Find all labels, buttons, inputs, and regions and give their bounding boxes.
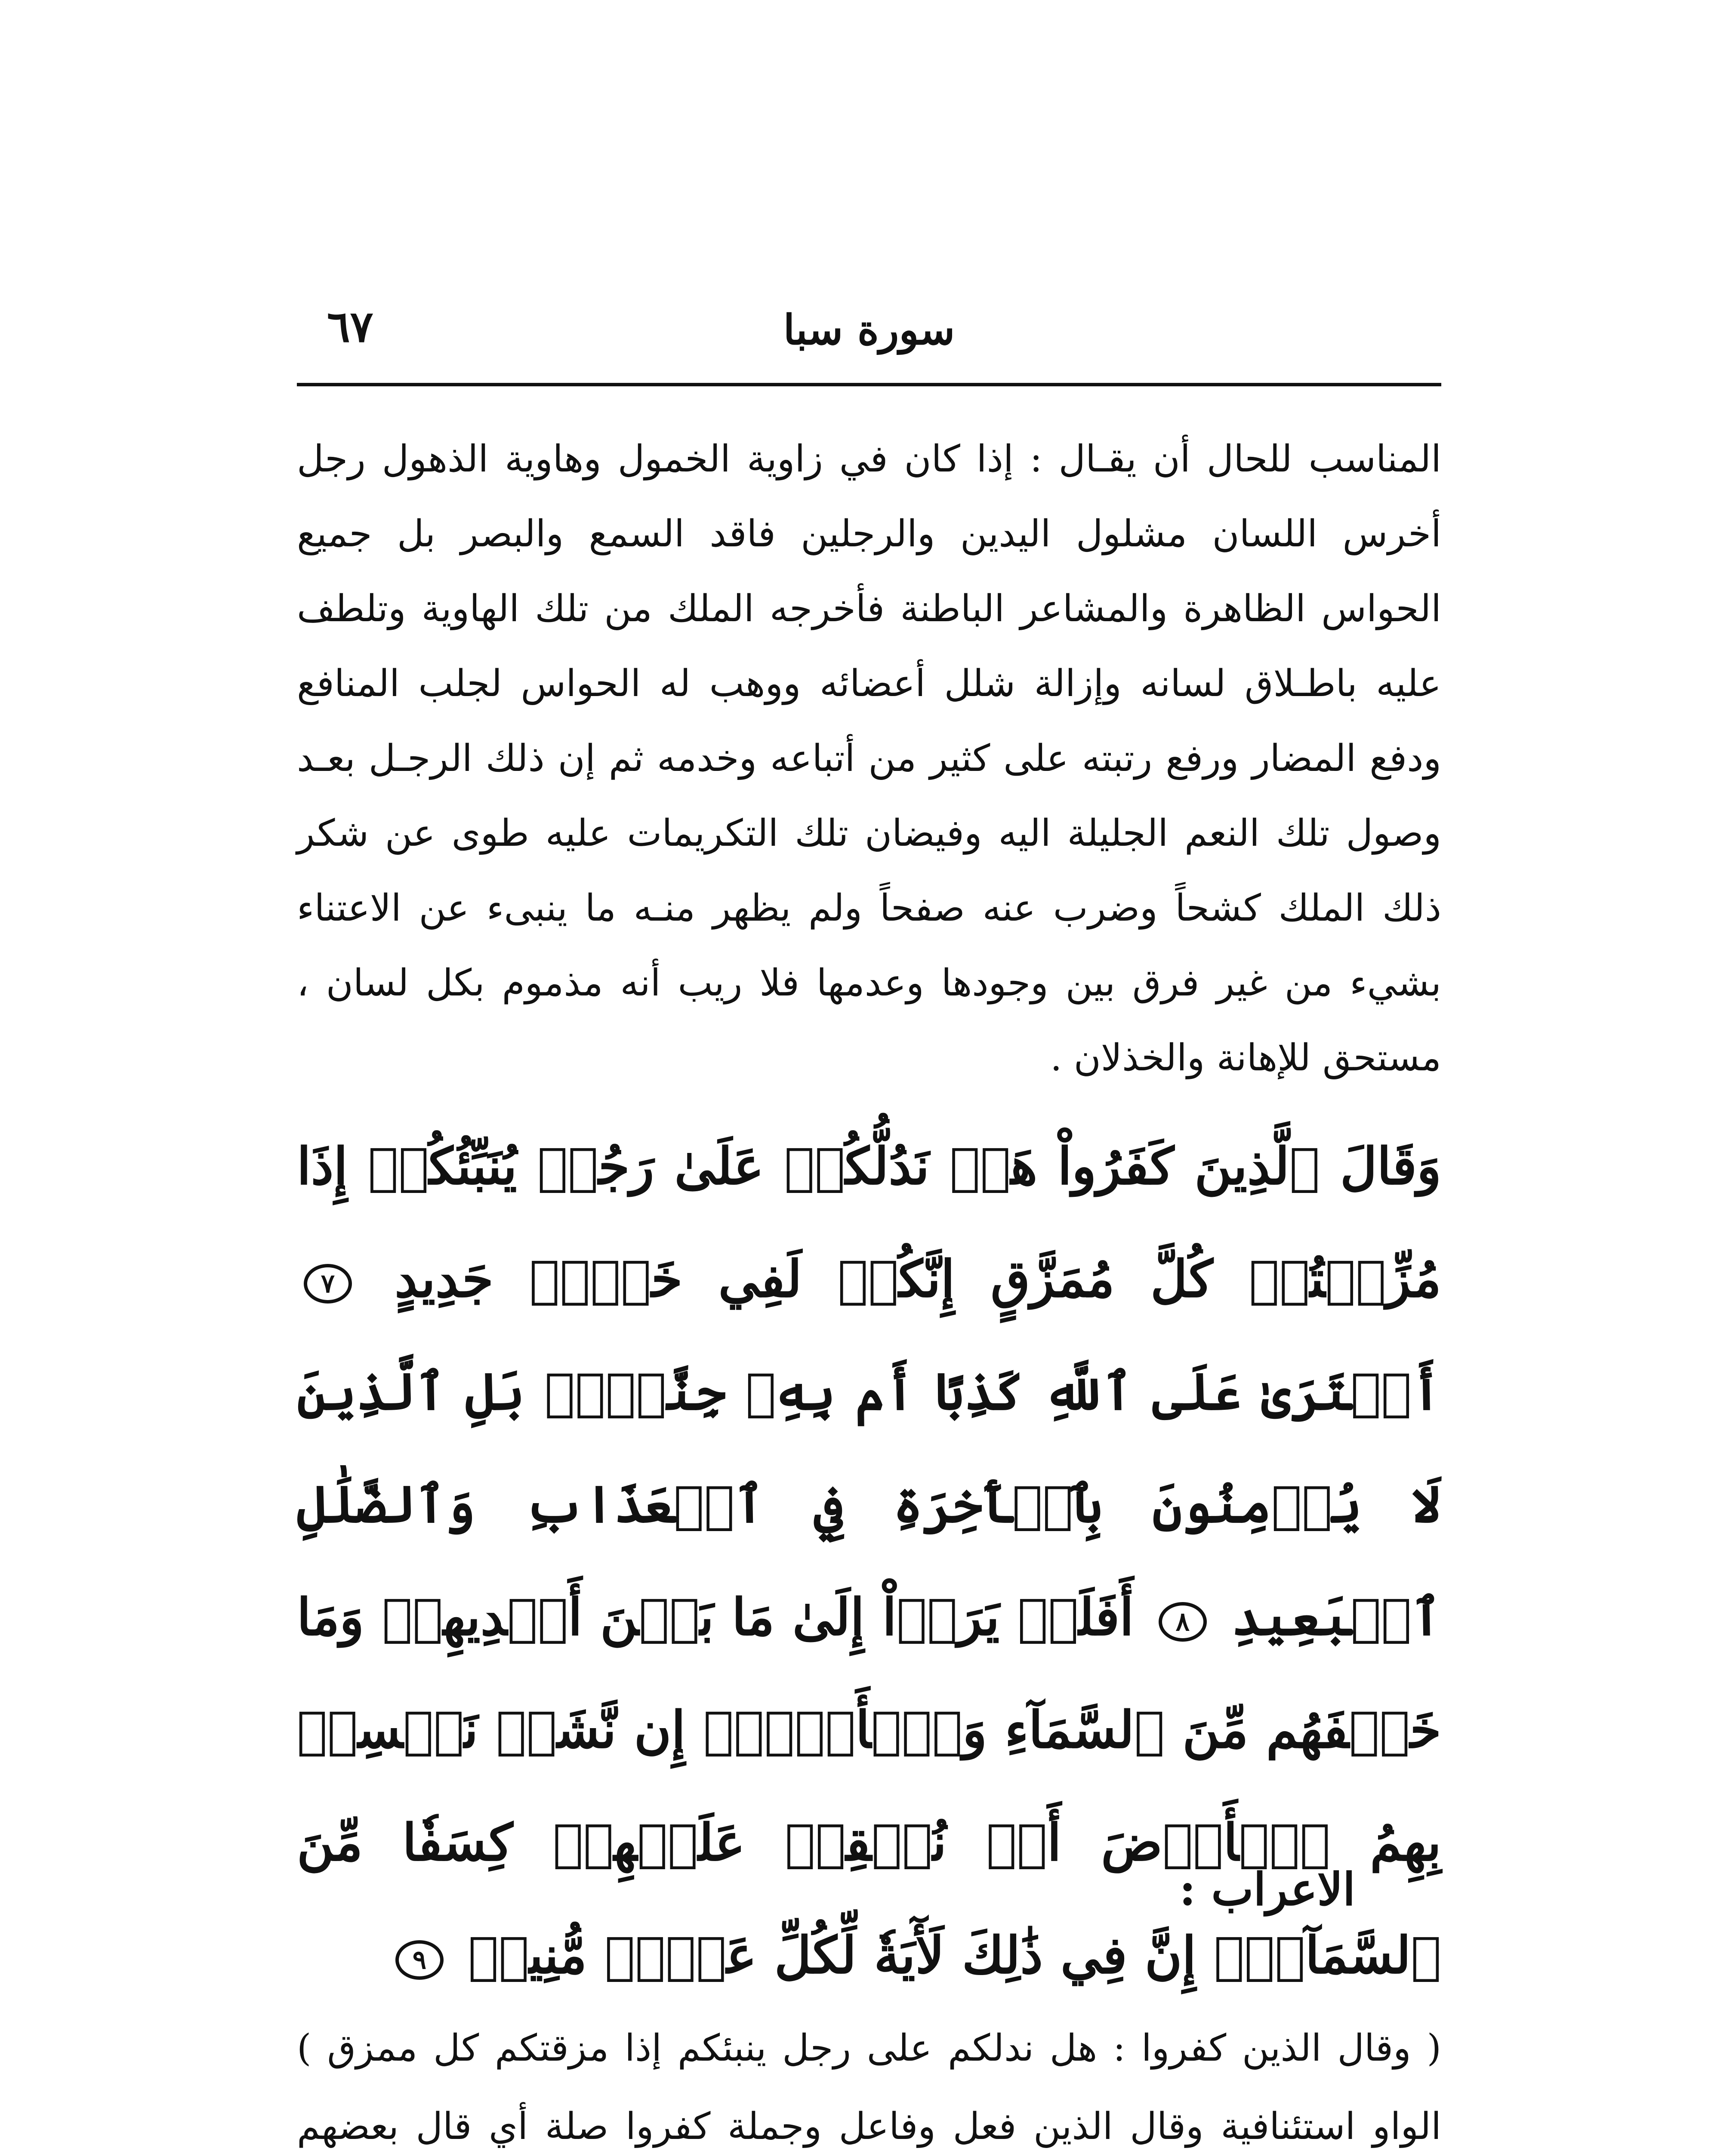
ayah-number-marker: ٩ [395, 1940, 444, 1980]
page-header [297, 301, 1441, 361]
commentary-paragraph [297, 422, 1441, 1095]
ayah-number-marker: ٧ [304, 1264, 352, 1304]
irab-heading: الاعراب : [1179, 1863, 1355, 1916]
surah-title: سورة سبا [783, 305, 955, 354]
page-number: ٦٧ [327, 301, 373, 352]
irab-text: ( وقال الذين كفروا : هل ندلكم على رجل ينبئكم إذا مزقتكم كل ممزق ) الواو استئنافية وقال الذين فعل وفاعل وجملة كفروا صلة أي قال بعضهم [297, 2027, 1441, 2148]
verse-8-text: أَفۡتَرَىٰ عَلَى ٱللَّهِ كَذِبًا أَم بِهِۦ جِنَّةُۢۗ بَلِ ٱلَّذِينَ لَا يُؤۡمِنُونَ بِٱلۡأٓخِرَةِ فِي ٱلۡعَذَابِ وَٱلضَّلَٰلِ ٱلۡبَعِيدِ [297, 1362, 1441, 1647]
verse-7-text: وَقَالَ ٱلَّذِينَ كَفَرُواْ هَلۡ نَدُلُّكُمۡ عَلَىٰ رَجُلٖ يُنَبِّئُكُمۡ إِذَا مُزِّقۡتُمۡ كُلَّ مُمَزَّقٍ إِنَّكُمۡ لَفِي خَلۡقٖ جَدِيدٍ [297, 1136, 1441, 1309]
header-divider [297, 383, 1441, 386]
ayah-number-marker: ٨ [1159, 1602, 1207, 1642]
irab-paragraph [297, 2009, 1441, 2151]
verse-9-text: أَفَلَمۡ يَرَوۡاْ إِلَىٰ مَا بَيۡنَ أَيۡدِيهِمۡ وَمَا خَلۡفَهُم مِّنَ ٱلسَّمَآءِ وَٱلۡأَرۡضِۚ إِن نَّشَأۡ نَخۡسِفۡ بِهِمُ ٱلۡأَرۡضَ أَوۡ نُسۡقِطۡ عَلَيۡهِمۡ كِسَفٗا مِّنَ ٱلسَّمَآءِۚ إِنَّ فِي ذَٰلِكَ لَأٓيَةٗ لِّكُلِّ عَبۡدٖ مُّنِيبٖ [297, 1587, 1441, 1985]
commentary-text: المناسب للحال أن يقـال : إذا كان في زاوية الخمول وهاوية الذهول رجل أخرس اللسان مشلول اليدين والرجلين فاقد السمع والبصر بل جميع الحواس الظاهرة والمشاعر الباطنة فأخرجه الملك من تلك الهاوية وتلطف عليه باطـلاق لسانه وإزالة شلل أعضائه ووهب له الحواس لجلب المنافع ودفع المضار ورفع رتبته على كثير من أتباعه وخدمه ثم إن ذلك الرجـل بعـد وصول تلك النعم الجليلة اليه وفيضان تلك التكريمات عليه طوى عن شكر ذلك الملك كشحاً وضرب عنه صفحاً ولم يظهر منـه ما ينبىء عن الاعتناء بشيء من غير فرق بين وجودها وعدمها فلا ريب أنه مذموم بكل لسان ، مستحق للإهانة والخذلان . [297, 438, 1441, 1079]
